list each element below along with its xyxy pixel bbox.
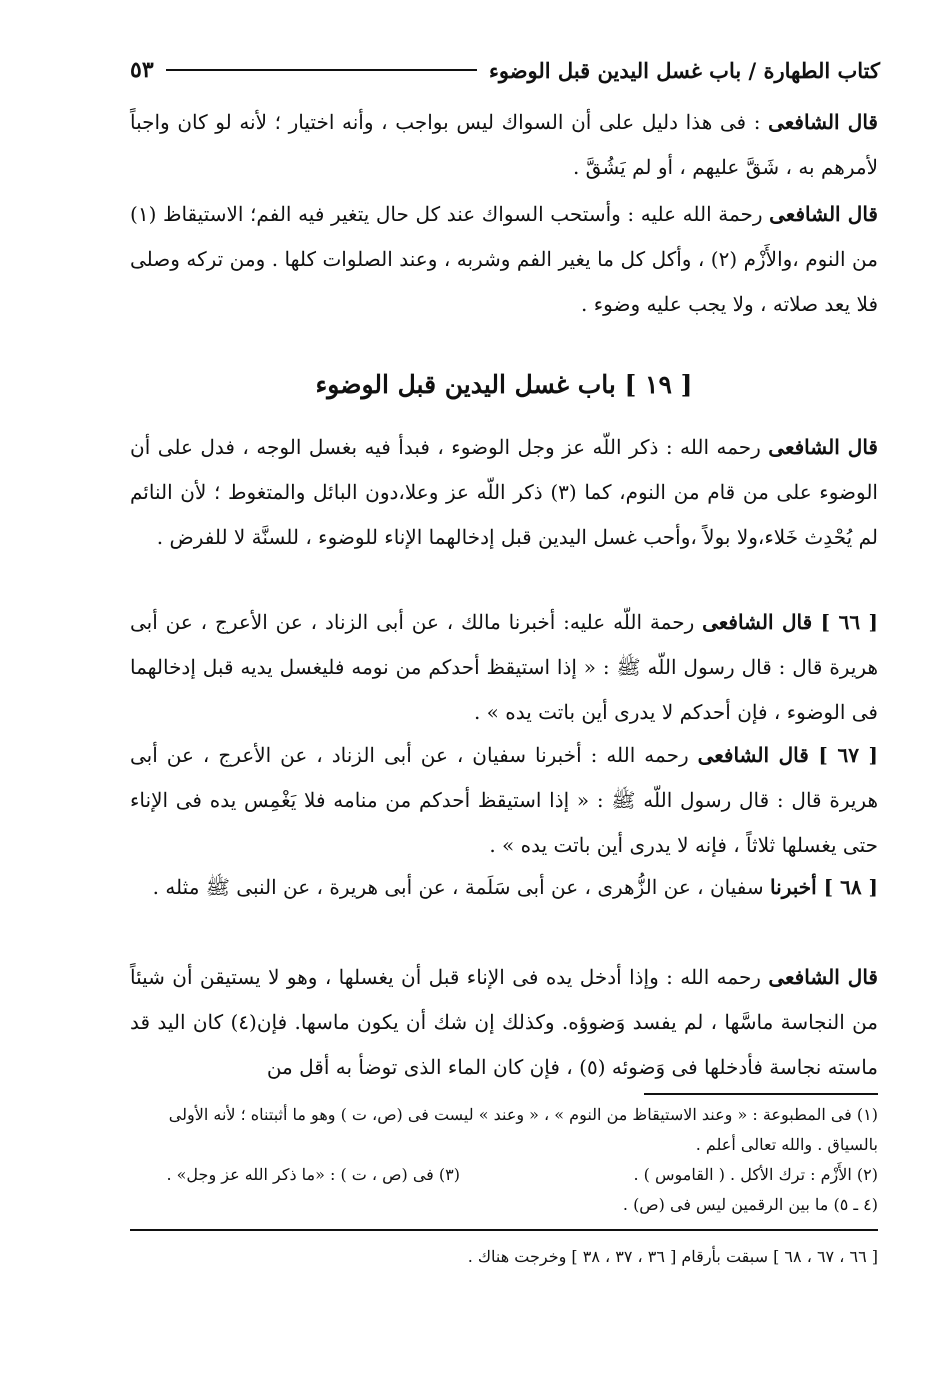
paragraph-text: رحمه الله : وإذا أدخل يده فى الإناء قبل أن يغسلها ، وهو لا يستيقن أن شيئاً من النجاسة ماسَّها ، لم يفسد وَضوؤه. وكذلك إن شك أن يكون ماسها. فإن(٤) كان اليد قد ماسته نجاسة فأدخلها فى وَضوئه (٥) ، فإن كان الماء الذى توضأ به أقل من	[130, 965, 879, 1079]
footnote-4-5: (٤ ـ ٥) ما بين الرقمين ليس فى (ص) .	[622, 1195, 878, 1214]
paragraph-lead: قال الشافعى	[768, 110, 878, 134]
hadith-67	[130, 733, 878, 868]
paragraph-lead: قال الشافعى	[768, 965, 878, 989]
paragraph-text: رحمه الله : ذكر اللّه عز وجل الوضوء ، فبدأ فيه بغسل الوجه ، فدل على أن الوضوء على من قام من النوم، كما (٣) ذكر اللّه عز وعلا،دون البائل والمتغوط ؛ لأن النائم لم يُحْدِث خَلاء،ولا بولاً ،وأحب غسل اليدين قبل إدخالهما الإناء للوضوء ، للسنَّة لا للفرض .	[130, 435, 878, 549]
cross-reference-note: [ ٦٦ ، ٦٧ ، ٦٨ ] سبقت بأرقام [ ٣٦ ، ٣٧ ، ٣٨ ] وخرجت هناك .	[467, 1247, 878, 1266]
page-number: ٥٣	[130, 57, 154, 83]
paragraph-lead: [ ٦٦ ] قال الشافعى	[702, 610, 878, 634]
hadith-66	[130, 600, 878, 735]
footnote-2: (٢) الأَزْم : ترك الأكل . ( القاموس ) .	[633, 1165, 878, 1184]
header-title: كتاب الطهارة / باب غسل اليدين قبل الوضوء	[488, 57, 880, 83]
paragraph-text: : فى هذا دليل على أن السواك ليس بواجب ، وأنه اختيار ؛ لأنه لو كان واجباً لأمرهم به ، شَقَّ عليهم ، أو لم يَشُقَّ .	[130, 110, 878, 179]
footnote-3: (٣) فى (ص ، ت ) : «ما ذكر الله عز وجل» .	[166, 1165, 460, 1184]
paragraph-lead: قال الشافعى	[768, 435, 878, 459]
running-header	[130, 52, 880, 88]
paragraph-lead: قال الشافعى	[769, 202, 878, 226]
paragraph-text: سفيان ، عن الزُّهرى ، عن أبى سَلَمة ، عن أبى هريرة ، عن النبى ﷺ مثله .	[152, 875, 771, 899]
section-paragraph-5	[130, 955, 878, 1090]
footnote-row	[130, 1160, 878, 1190]
paragraph-1	[130, 100, 878, 190]
footnote-rule	[644, 1093, 878, 1095]
paragraph-text: رحمة الله عليه : وأستحب السواك عند كل حال يتغير فيه الفم؛ الاستيقاظ (١) من النوم ،والأَزْم (٢) ، وأكل كل ما يغير الفم وشربه ، وعند الصلوات كلها . ومن تركه وصلى فلا يعد صلاته ، ولا يجب عليه وضوء .	[130, 202, 878, 316]
section-paragraph-1	[130, 425, 878, 560]
paragraph-text: رحمة اللّه عليه: أخبرنا مالك ، عن أبى الزناد ، عن الأعرج ، عن أبى هريرة قال : قال رسول اللّه ﷺ : « إذا استيقظ أحدكم من نومه فليغسل يديه قبل إدخالهما فى الوضوء ، فإن أحدكم لا يدرى أين باتت يده » .	[130, 610, 878, 724]
paragraph-lead: [ ٦٨ ] أخبرنا	[770, 875, 878, 899]
hadith-68	[130, 865, 878, 910]
section-heading: [ ١٩ ] باب غسل اليدين قبل الوضوء	[315, 370, 693, 399]
paragraph-text: رحمه الله : أخبرنا سفيان ، عن أبى الزناد ، عن الأعرج ، عن أبى هريرة قال : قال رسول اللّه ﷺ : « إذا استيقظ أحدكم من منامه فلا يَغْمِس يده فى الإناء حتى يغسلها ثلاثاً ، فإنه لا يدرى أين باتت يده » .	[130, 743, 878, 857]
paragraph-lead: [ ٦٧ ] قال الشافعى	[697, 743, 878, 767]
footnote-1: (١) فى المطبوعة : « وعند الاستيقاظ من النوم » ، « وعند » ليست فى (ص، ت ) وهو ما أثبتناه ؛ لأنه الأولى بالسياق . والله تعالى أعلم .	[168, 1105, 878, 1154]
paragraph-2	[130, 192, 878, 327]
footnotes	[130, 1100, 878, 1220]
header-rule	[166, 69, 477, 71]
cross-reference-rule	[130, 1229, 878, 1231]
